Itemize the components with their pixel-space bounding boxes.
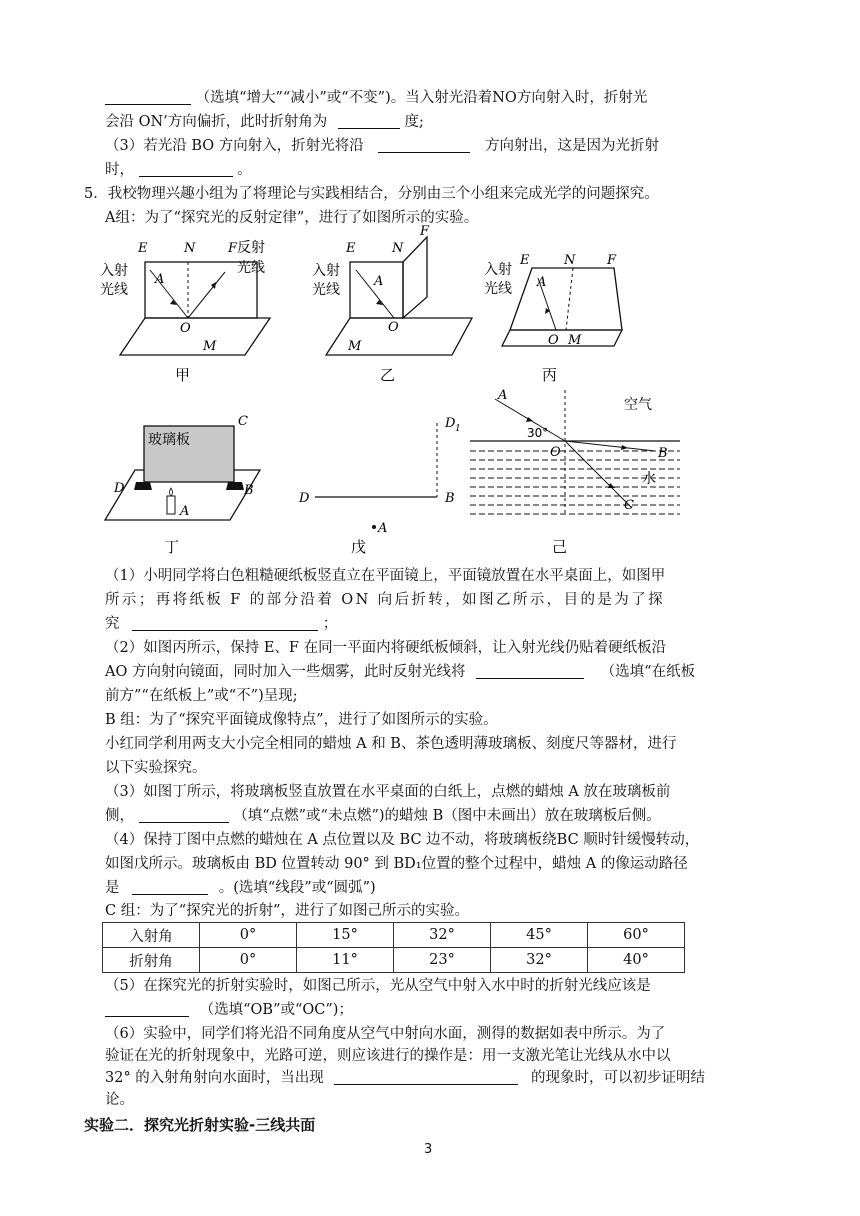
text-line: 所示；再将纸板 F 的部分沿着 ON 向后折转，如图乙所示，目的是为了探 xyxy=(105,592,665,608)
group-b-intro: B 组：为了“探究平面镜成像特点”，进行了如图所示的实验。 xyxy=(105,712,498,728)
label-a: A xyxy=(374,274,384,289)
answer-blank[interactable] xyxy=(105,1000,189,1017)
label-o: O xyxy=(180,321,191,336)
label-n: N xyxy=(564,253,576,268)
label-d: D xyxy=(114,481,125,496)
label-d1-sub: 1 xyxy=(455,424,461,434)
figure-ji xyxy=(470,385,690,557)
label-incident-2: 光线 xyxy=(484,281,512,297)
text: （选填“OB”或“OC”)； xyxy=(199,1002,353,1018)
text-line: （5）在探究光的折射实验时，如图己所示，光从空气中射入水中时的折射光线应该是 xyxy=(105,978,651,994)
figure-wu xyxy=(295,405,465,560)
text: 。 xyxy=(237,162,252,178)
caption-jia: 甲 xyxy=(175,366,191,384)
label-c: C xyxy=(624,498,634,513)
label-incident-1: 入射 xyxy=(100,263,128,279)
text-line: （6）实验中，同学们将光沿不同角度从空气中射向水面，测得的数据如表中所示。为了 xyxy=(105,1026,666,1042)
group-a-intro: A组：为了“探究光的反射定律”，进行了如图所示的实验。 xyxy=(105,210,479,226)
text: （填“点燃”或“未点燃”)的蜡烛 B（图中未画出）放在玻璃板后侧。 xyxy=(233,808,661,824)
table-cell: 0° xyxy=(200,923,297,948)
text-line xyxy=(105,1000,353,1020)
figure-ding xyxy=(100,410,270,560)
table-cell: 32° xyxy=(394,923,491,948)
text-line xyxy=(105,88,647,108)
text-line xyxy=(105,614,337,634)
caption-wu: 戊 xyxy=(351,538,367,556)
answer-blank[interactable] xyxy=(132,878,208,895)
text-line xyxy=(105,662,695,682)
text-line xyxy=(105,112,424,132)
label-e: E xyxy=(346,241,356,256)
caption-ji: 己 xyxy=(552,538,568,556)
label-incident-2: 光线 xyxy=(100,282,128,298)
group-c-intro: C 组：为了“探究光的折射”，进行了如图己所示的实验。 xyxy=(105,903,470,919)
text-line: （4）保持丁图中点燃的蜡烛在 A 点位置以及 BC 边不动，将玻璃板绕BC 顺时针缓慢转动， xyxy=(105,832,700,848)
table-cell: 11° xyxy=(297,948,394,973)
label-n: N xyxy=(392,241,404,256)
text-line: 前方”“在纸板上”或“不”)呈现; xyxy=(105,688,298,704)
table-cell: 40° xyxy=(588,948,685,973)
section-heading: 实验二．探究光折射实验-三线共面 xyxy=(84,1116,316,1134)
text: 究 xyxy=(105,616,120,632)
label-m: M xyxy=(348,339,362,354)
table-cell: 0° xyxy=(200,948,297,973)
text: 方向射出，这是因为光折射 xyxy=(484,138,659,154)
table-cell: 45° xyxy=(491,923,588,948)
text: ； xyxy=(322,616,338,632)
text: 。(选填“线段”或“圆弧”) xyxy=(218,880,376,896)
answer-blank[interactable] xyxy=(139,160,233,177)
text: 是 xyxy=(105,880,120,896)
label-m: M xyxy=(568,333,582,348)
answer-blank[interactable] xyxy=(476,662,584,679)
table-row xyxy=(103,923,685,948)
figure-bing xyxy=(482,248,652,388)
label-d: D xyxy=(299,491,310,506)
label-f: F xyxy=(607,253,617,268)
label-o: O xyxy=(548,333,559,348)
answer-blank[interactable] xyxy=(338,112,400,129)
label-n: N xyxy=(184,241,196,256)
text-line: 以下实验探究。 xyxy=(105,760,207,776)
text: （选填“增大”“减小”或“不变”)。当入射光沿着NO方向射入时，折射光 xyxy=(195,90,648,106)
caption-ding: 丁 xyxy=(164,538,180,556)
label-angle: 30° xyxy=(527,426,549,440)
text: （3）若光沿 BO 方向射入，折射光将沿 xyxy=(105,138,364,154)
text-line xyxy=(105,878,376,898)
text: 度; xyxy=(404,114,424,130)
table-cell: 32° xyxy=(491,948,588,973)
label-b: B xyxy=(445,491,455,506)
table-cell: 折射角 xyxy=(103,948,200,973)
table-cell: 15° xyxy=(297,923,394,948)
label-c: C xyxy=(238,414,248,429)
label-f: F xyxy=(420,224,430,239)
answer-blank[interactable] xyxy=(334,1068,518,1085)
text-line xyxy=(105,136,659,156)
label-a: A xyxy=(498,388,508,403)
caption-yi: 乙 xyxy=(380,366,396,384)
label-b: B xyxy=(658,446,668,461)
table-cell: 60° xyxy=(588,923,685,948)
label-incident-1: 入射 xyxy=(484,262,512,278)
caption-bing: 丙 xyxy=(542,366,558,384)
page-number: 3 xyxy=(424,1142,433,1157)
label-d1: D xyxy=(445,416,456,431)
text-line: 论。 xyxy=(105,1092,134,1108)
label-air: 空气 xyxy=(624,397,652,413)
text-line xyxy=(105,1068,705,1088)
label-o: O xyxy=(550,445,561,460)
text: 的现象时，可以初步证明结 xyxy=(531,1070,706,1086)
text-line xyxy=(105,806,661,826)
text: 侧， xyxy=(105,808,134,824)
text: 时， xyxy=(105,162,134,178)
text-line: （3）如图丁所示，将玻璃板竖直放置在水平桌面的白纸上，点燃的蜡烛 A 放在玻璃板前 xyxy=(105,784,671,800)
label-water: 水 xyxy=(642,471,656,487)
label-m: M xyxy=(203,339,217,354)
label-e: E xyxy=(520,253,530,268)
text: （选填“在纸板 xyxy=(600,664,696,680)
text-line: 如图戊所示。玻璃板由 BD 位置转动 90° 到 BD₁位置的整个过程中，蜡烛 A 的像运动路径 xyxy=(105,856,688,872)
label-a: A xyxy=(537,275,547,290)
label-incident-2: 光线 xyxy=(312,282,340,298)
answer-blank[interactable] xyxy=(139,806,229,823)
label-a: A xyxy=(378,521,388,536)
table-row xyxy=(103,948,685,973)
data-table xyxy=(102,922,685,973)
text: AO 方向射向镜面，同时加入一些烟雾，此时反射光线将 xyxy=(105,664,466,680)
text: 会沿 ON’方向偏折，此时折射角为 xyxy=(105,114,328,130)
answer-blank[interactable] xyxy=(105,88,191,105)
answer-blank[interactable] xyxy=(378,136,470,153)
text-line xyxy=(105,160,252,180)
figure-jia xyxy=(100,230,300,390)
text-line: 小红同学利用两支大小完全相同的蜡烛 A 和 B、茶色透明薄玻璃板、刻度尺等器材，进行 xyxy=(105,736,677,752)
text: 32° 的入射角射向水面时，当出现 xyxy=(105,1070,324,1086)
text-line: （2）如图丙所示，保持 E、F 在同一平面内将硬纸板倾斜，让入射光线仍贴着硬纸板沿 xyxy=(105,640,667,656)
figure-yi xyxy=(312,225,482,390)
label-o: O xyxy=(388,320,399,335)
label-reflected-1: 反射 xyxy=(237,240,265,256)
label-glass: 玻璃板 xyxy=(148,432,190,448)
label-e: E xyxy=(138,241,148,256)
question-5: 5．我校物理兴趣小组为了将理论与实践相结合，分别由三个小组来完成光学的问题探究。 xyxy=(84,186,659,202)
table-cell: 入射角 xyxy=(103,923,200,948)
text-line: （1）小明同学将白色粗糙硬纸板竖直立在平面镜上，平面镜放置在水平桌面上，如图甲 xyxy=(105,568,666,584)
label-f: F xyxy=(228,241,238,256)
label-incident-1: 入射 xyxy=(312,263,340,279)
label-b: B xyxy=(244,483,254,498)
label-a: A xyxy=(180,504,190,519)
label-reflected-2: 光线 xyxy=(237,260,265,276)
table-cell: 23° xyxy=(394,948,491,973)
label-a: A xyxy=(155,272,165,287)
text-line: 验证在光的折射现象中，光路可逆，则应该进行的操作是：用一支激光笔让光线从水中以 xyxy=(105,1048,671,1064)
answer-blank[interactable] xyxy=(132,614,318,631)
